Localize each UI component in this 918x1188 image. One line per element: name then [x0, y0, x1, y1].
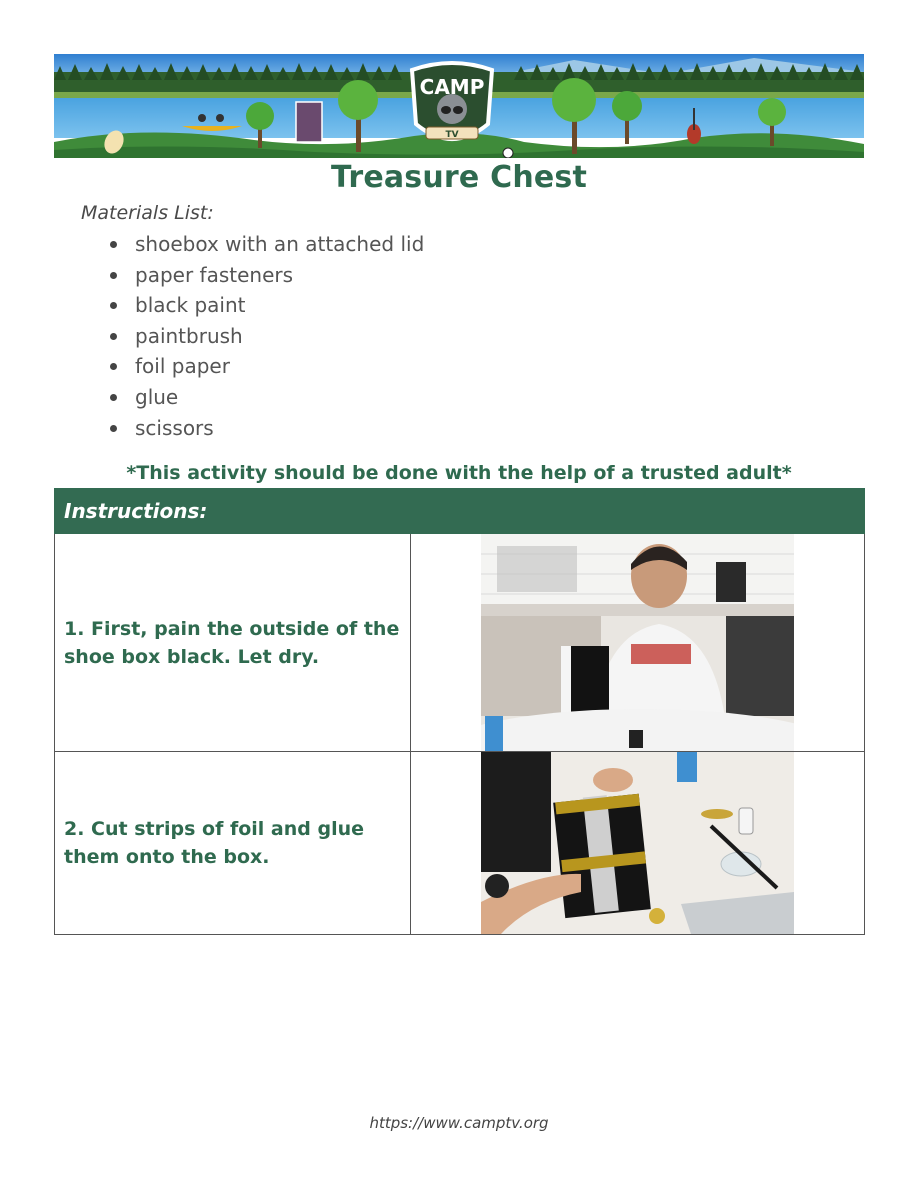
step-2-photo	[481, 752, 794, 934]
footer-url: https://www.camptv.org	[369, 1114, 549, 1132]
instructions-table	[54, 488, 865, 935]
material-item: black paint	[108, 291, 424, 322]
material-item: glue	[108, 383, 424, 414]
step-1-text: 1. First, pain the outside of the shoe box black. Let dry.	[55, 534, 411, 752]
adult-help-note: *This activity should be done with the help of a trusted adult*	[126, 462, 792, 484]
page-title: Treasure Chest	[330, 160, 588, 195]
material-item: paper fasteners	[108, 261, 424, 292]
instruction-row	[55, 752, 865, 935]
logo-tv-text: TV	[445, 130, 459, 140]
materials-heading: Materials List:	[81, 202, 214, 224]
material-item: foil paper	[108, 352, 424, 383]
instructions-heading: Instructions:	[55, 489, 865, 534]
logo-camp-text: CAMP	[419, 75, 485, 99]
step-1-photo	[481, 534, 794, 751]
materials-list	[108, 230, 424, 444]
camp-tv-banner	[54, 54, 864, 158]
material-item: scissors	[108, 414, 424, 445]
step-2-text: 2. Cut strips of foil and glue them onto the box.	[55, 752, 411, 935]
material-item: shoebox with an attached lid	[108, 230, 424, 261]
instruction-row	[55, 534, 865, 752]
material-item: paintbrush	[108, 322, 424, 353]
